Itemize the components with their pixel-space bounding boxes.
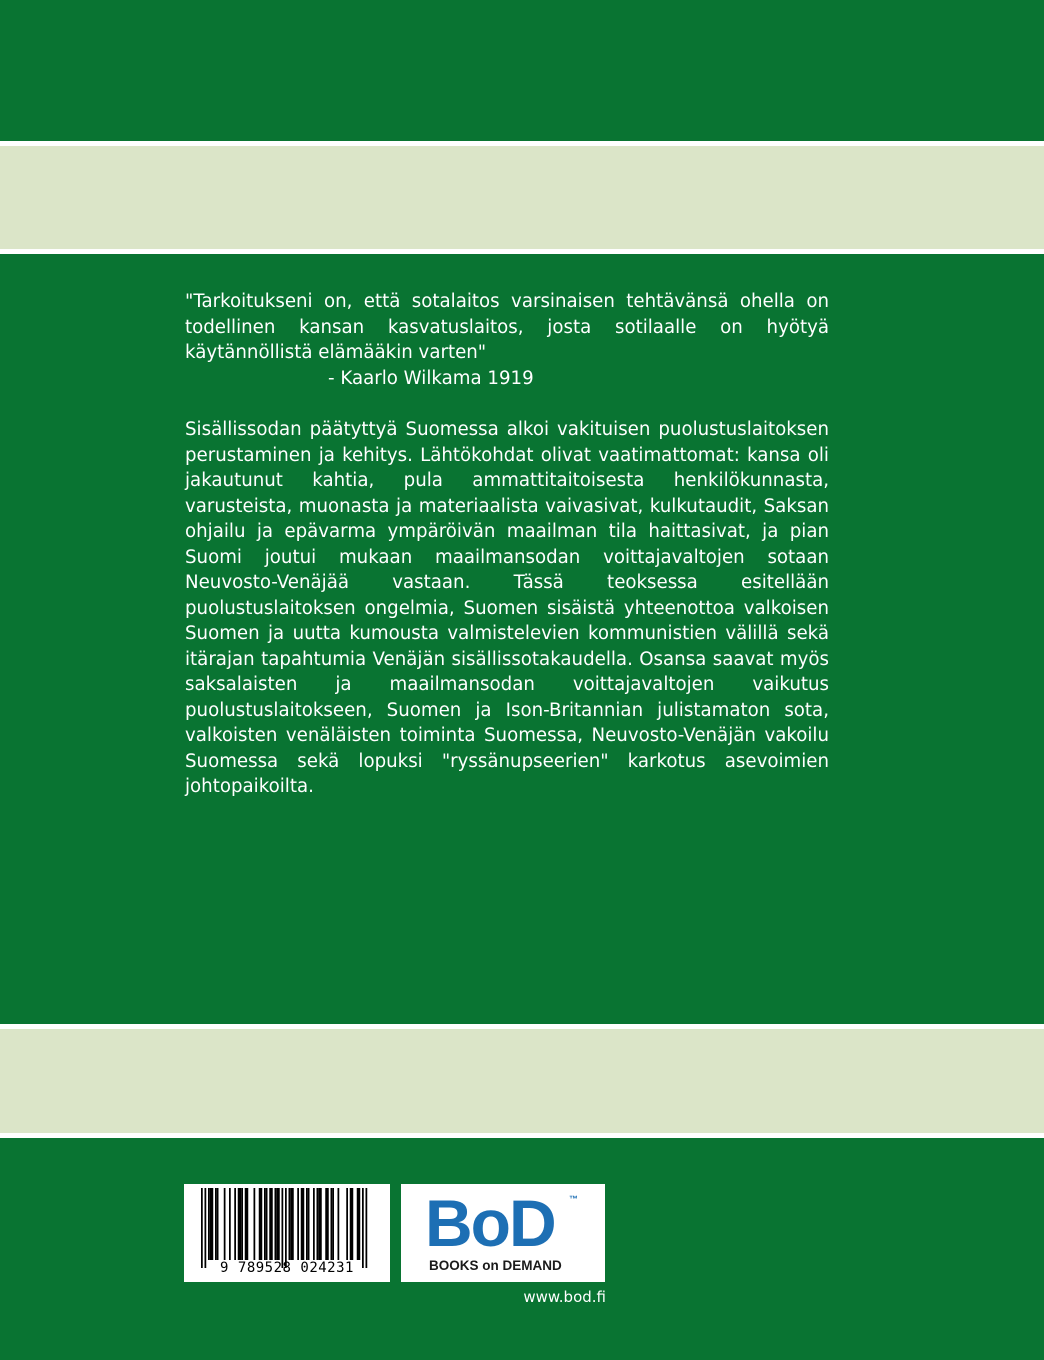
barcode-bar <box>269 1188 271 1260</box>
barcode-bar <box>303 1188 305 1260</box>
barcode-bar <box>306 1188 308 1260</box>
barcode-bar <box>240 1188 242 1260</box>
barcode-bar <box>208 1188 210 1260</box>
isbn-barcode <box>184 1184 390 1282</box>
barcode-bar <box>289 1188 291 1260</box>
barcode-bar <box>338 1188 340 1260</box>
trademark-symbol: ™ <box>569 1194 578 1204</box>
barcode-bar <box>215 1188 217 1260</box>
barcode-bar <box>327 1188 329 1260</box>
barcode-bar <box>362 1188 364 1268</box>
barcode-bar <box>317 1188 319 1260</box>
barcode-bar <box>308 1188 310 1260</box>
barcode-bar <box>275 1188 277 1260</box>
barcode-bar <box>212 1188 214 1260</box>
barcode-bar <box>285 1188 287 1268</box>
barcode-bar <box>205 1188 207 1268</box>
quote-attribution: - Kaarlo Wilkama 1919 <box>328 368 534 389</box>
barcode-bar <box>318 1188 320 1260</box>
barcode-bar <box>229 1188 231 1260</box>
barcode-bar <box>210 1188 212 1260</box>
book-description: Sisällissodan päätyttyä Suomessa alkoi vakituisen puolustuslaitoksen perustaminen ja kehitys. Lähtökohdat olivat vaatimattomat: kansa oli jakautunut kahtia, pula ammattitaitoisesta henkilökunnasta, varusteista, muonasta ja materiaalista vaivasivat, kulkutaudit, Saksan ohjailu ja epävarma ympäröivän maailman tila haittasivat, ja pian Suomi joutui mukaan maailmansodan voittajavaltojen sotaan Neuvosto-Venäjää vastaan. Tässä teoksessa esitellään puolustuslaitoksen ongelmia, Suomen sisäistä yhteenottoa valkoisen Suomen ja uutta kumousta valmistelevien kommunistien välillä sekä itärajan tapahtumia Venäjän sisällissotakaudella. Osansa saavat myös saksalaisten ja maailmansodan voittajavaltojen vaikutus puolustuslaitokseen, Suomen ja Ison-Britannian julistamaton sota, valkoisten venäläisten toiminta Suomessa, Neuvosto-Venäjän vakoilu Suomessa sekä lopuksi "ryssänupseerien" karkotus asevoimien johtopaikoilta. <box>185 419 829 797</box>
barcode-bar <box>292 1188 294 1260</box>
barcode-bar <box>224 1188 226 1260</box>
barcode-bar <box>276 1188 278 1260</box>
bod-logo-letters: BoD <box>425 1186 555 1260</box>
barcode-bar <box>313 1188 315 1260</box>
barcode-bar <box>352 1188 354 1260</box>
barcode-bar <box>266 1188 268 1260</box>
barcode-bar <box>332 1188 334 1260</box>
barcode-bar <box>259 1188 261 1260</box>
barcode-bar <box>278 1188 280 1260</box>
barcode-bar <box>264 1188 266 1260</box>
barcode-bar <box>234 1188 236 1260</box>
publisher-website: www.bod.fi <box>523 1288 606 1306</box>
barcode-bar <box>290 1188 292 1260</box>
barcode-bar <box>271 1188 273 1260</box>
barcode-bar <box>359 1188 361 1260</box>
barcode-bar <box>331 1188 333 1260</box>
bottom-decorative-band <box>0 1024 1044 1138</box>
barcode-bar <box>366 1188 368 1268</box>
barcode-bar <box>350 1188 352 1260</box>
barcode-bar <box>238 1188 240 1260</box>
publisher-logo <box>401 1184 605 1282</box>
barcode-bar <box>247 1188 249 1260</box>
barcode-bar <box>346 1188 348 1260</box>
barcode-bar <box>261 1188 263 1260</box>
barcode-bar <box>357 1188 359 1260</box>
barcode-bar <box>325 1188 327 1260</box>
barcode-digits: 9 789528 024231 <box>220 1260 354 1276</box>
barcode-bar <box>320 1188 322 1260</box>
barcode-bar <box>201 1188 203 1268</box>
top-decorative-band <box>0 141 1044 254</box>
barcode-bar <box>245 1188 247 1260</box>
barcode-bar <box>254 1188 256 1260</box>
barcode-bar <box>282 1188 284 1268</box>
barcode-bar <box>241 1188 243 1260</box>
back-cover-quote: "Tarkoitukseni on, että sotalaitos varsinaisen tehtävänsä ohella on todellinen kansan kasvatuslaitos, josta sotilaalle on hyötyä käytännöllistä elämääkin varten" <box>185 291 829 363</box>
bod-logo-subtitle: BOOKS on DEMAND <box>429 1258 562 1273</box>
barcode-bar <box>217 1188 219 1260</box>
barcode-bar <box>297 1188 299 1260</box>
barcode-bar <box>301 1188 303 1260</box>
